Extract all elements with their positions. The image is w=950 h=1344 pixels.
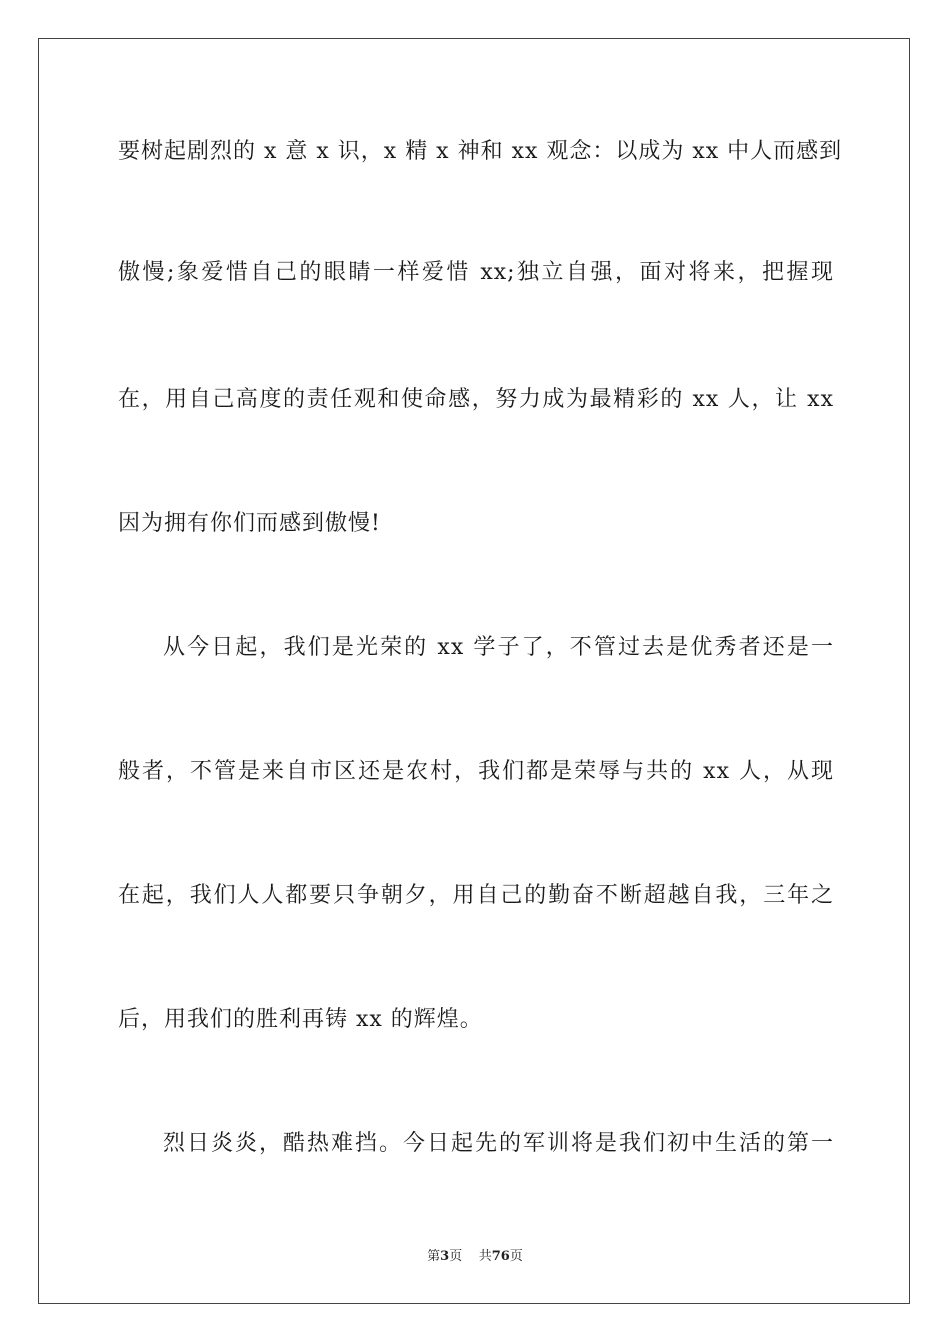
page-footer xyxy=(0,1248,950,1266)
total-suffix: 页 xyxy=(509,1249,523,1264)
total-prefix: 共 xyxy=(478,1249,492,1264)
paragraph-start-line: 烈日炎炎，酷热难挡。今日起先的军训将是我们初中生活的第一 xyxy=(163,1131,834,1156)
body-text-line: 般者，不管是来自市区还是农村，我们都是荣辱与共的 xx 人，从现 xyxy=(118,759,834,784)
body-text-line: 后，用我们的胜利再铸 xx 的辉煌。 xyxy=(118,1007,483,1032)
page-prefix: 第 xyxy=(427,1249,441,1264)
page-number: 3 xyxy=(440,1249,450,1264)
paragraph-start-line: 从今日起，我们是光荣的 xx 学子了，不管过去是优秀者还是一 xyxy=(163,635,834,660)
body-text-line: 傲慢;象爱惜自己的眼睛一样爱惜 xx;独立自强，面对将来，把握现 xyxy=(118,260,834,285)
page-border xyxy=(38,38,910,1304)
body-text-line: 要树起剧烈的 x 意 x 识，x 精 x 神和 xx 观念：以成为 xx 中人而感到 xyxy=(118,139,843,164)
body-text-line: 在起，我们人人都要只争朝夕，用自己的勤奋不断超越自我，三年之 xyxy=(118,883,834,908)
body-text-line: 在，用自己高度的责任观和使命感，努力成为最精彩的 xx 人，让 xx xyxy=(118,387,834,412)
body-text-line: 因为拥有你们而感到傲慢! xyxy=(118,511,381,536)
page-suffix: 页 xyxy=(449,1249,463,1264)
total-pages: 76 xyxy=(491,1249,510,1264)
